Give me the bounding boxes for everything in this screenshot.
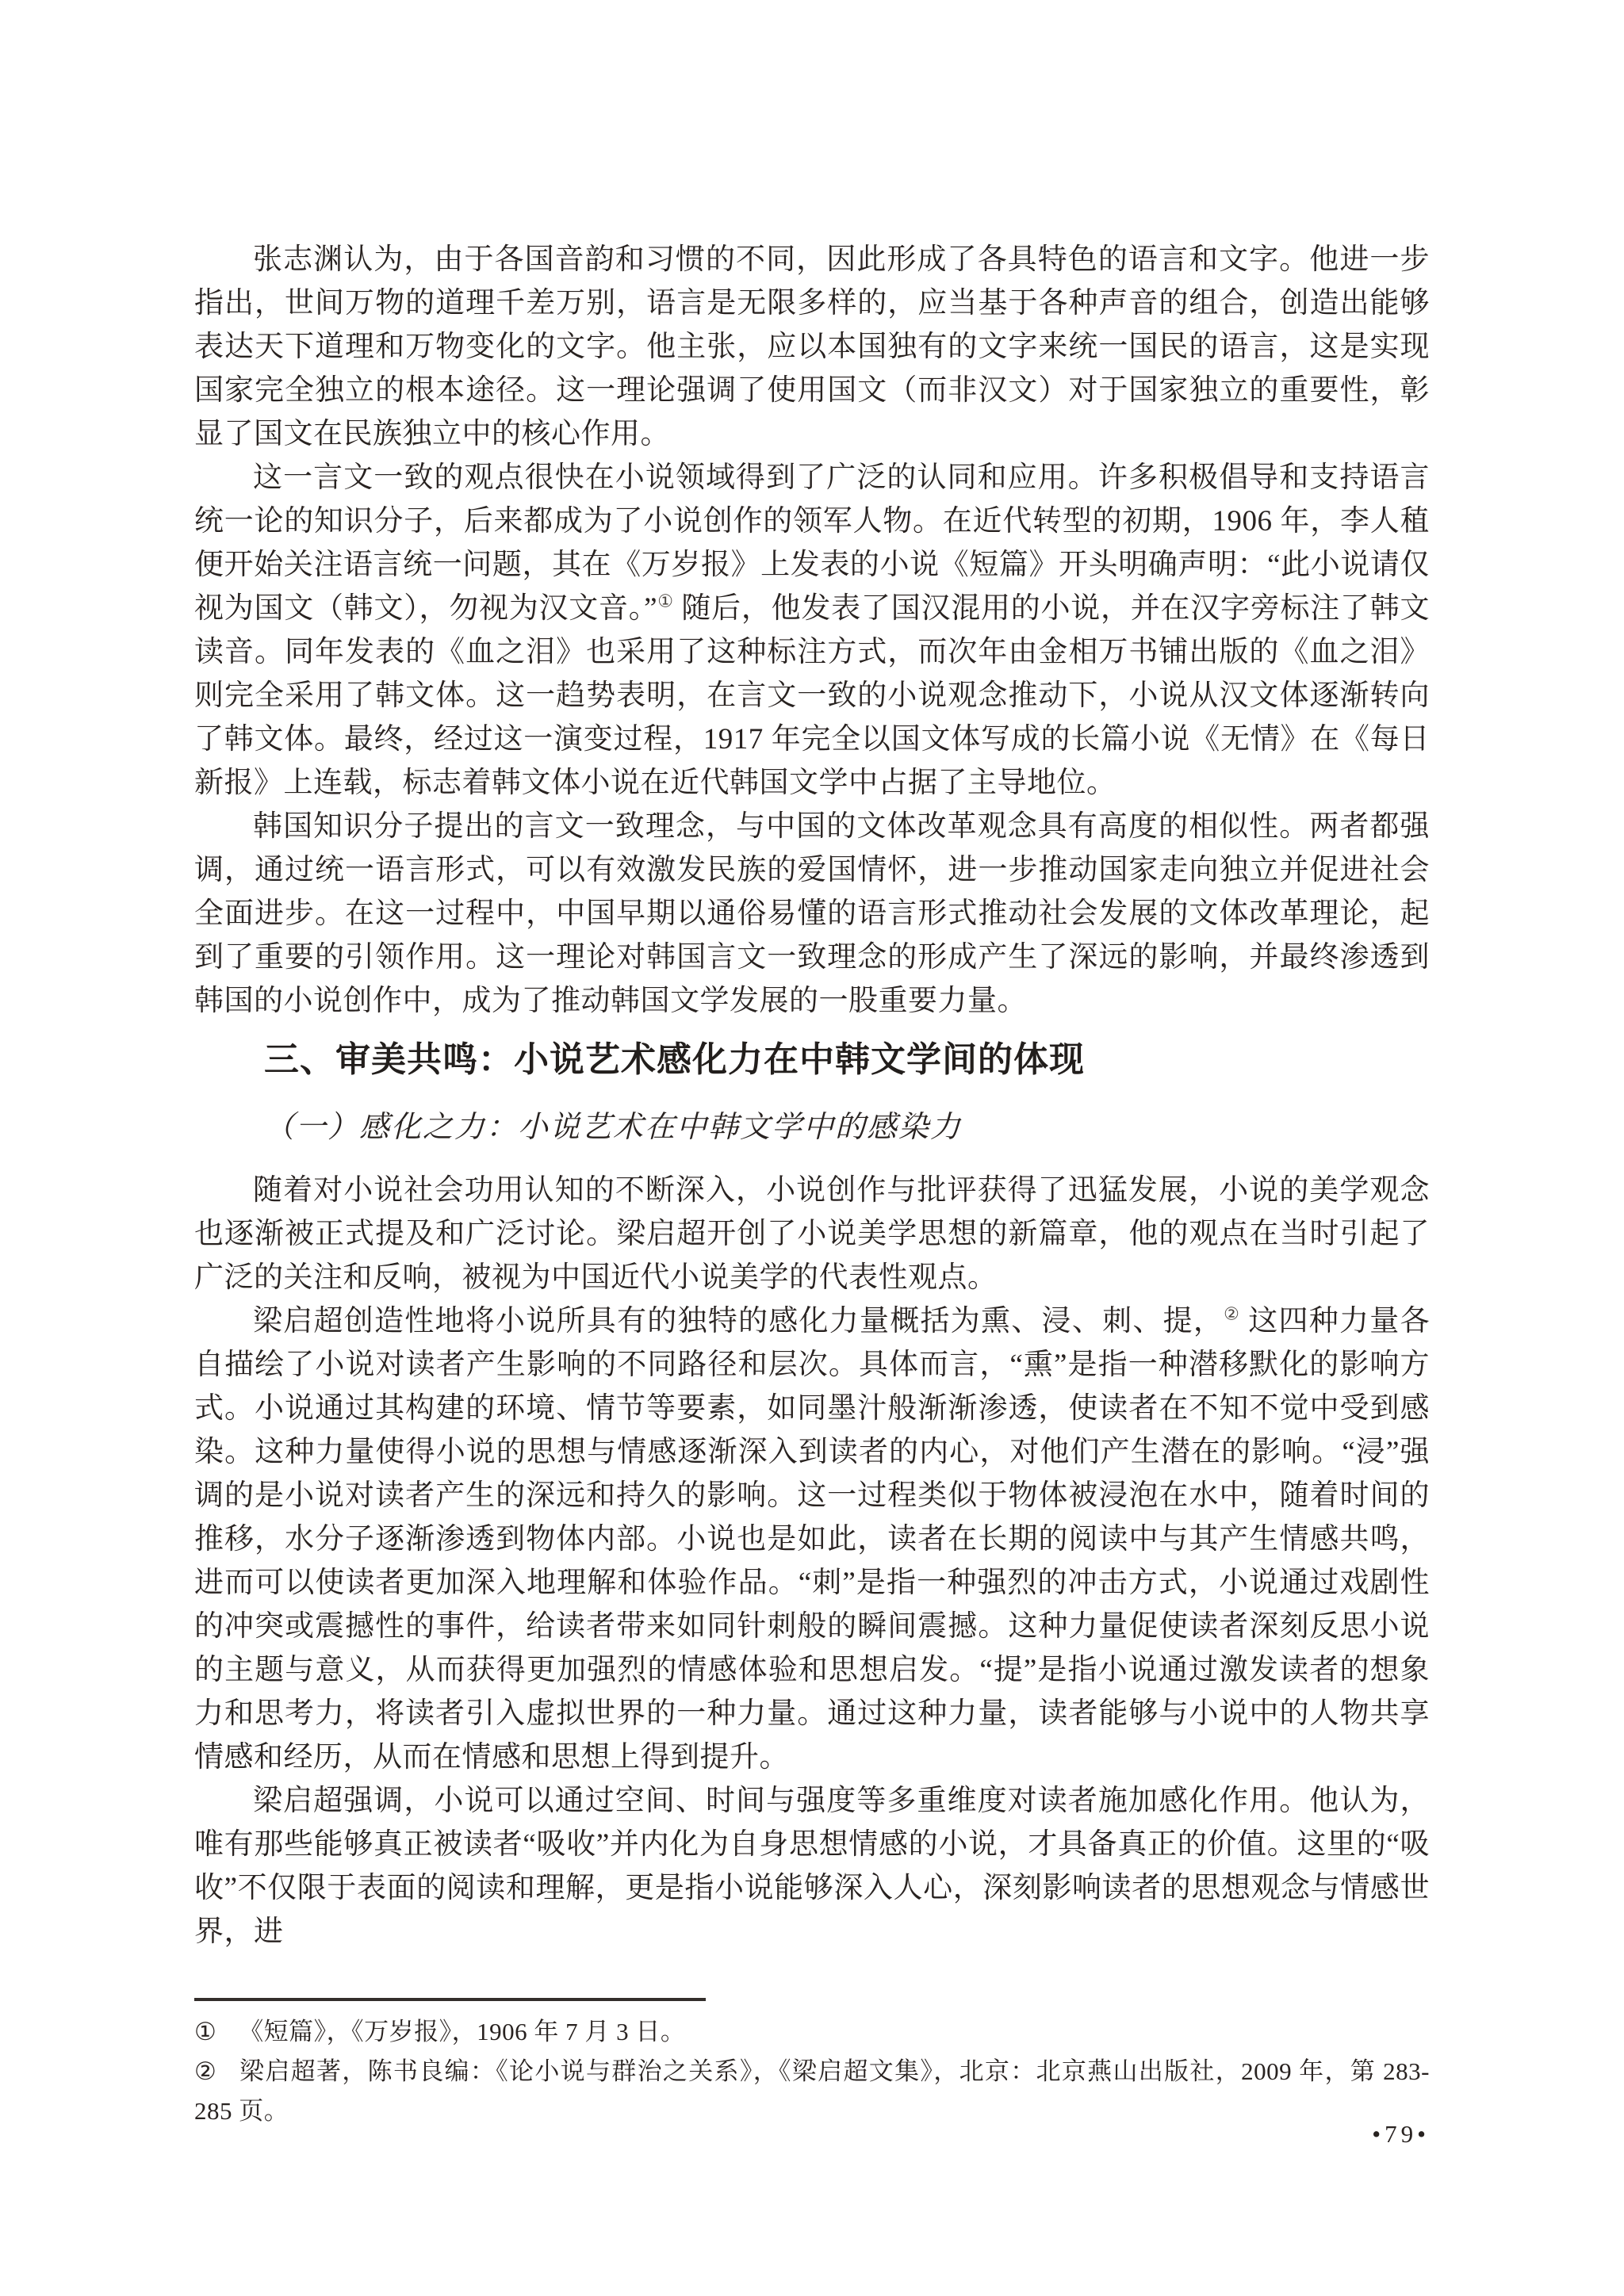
footnote-text: 梁启超著，陈书良编：《论小说与群治之关系》，《梁启超文集》，北京：北京燕山出版社，2009 年，第 283-285 页。 <box>194 2057 1430 2125</box>
footnote-text: 《短篇》，《万岁报》，1906 年 7 月 3 日。 <box>239 2018 686 2045</box>
footnote-separator <box>194 1998 706 2001</box>
footnote-marker: ① <box>194 2018 217 2045</box>
section-heading: 三、审美共鸣：小说艺术感化力在中韩文学间的体现 <box>264 1040 1085 1079</box>
article-body <box>194 238 1430 1954</box>
footnote-item <box>194 2052 1430 2131</box>
footnote-reference: ② <box>1224 1303 1240 1324</box>
body-paragraph: 随着对小说社会功用认知的不断深入，小说创作与批评获得了迅猛发展，小说的美学观念也逐渐被正式提及和广泛讨论。梁启超开创了小说美学思想的新篇章，他的观点在当时引起了广泛的关注和反响，被视为中国近代小说美学的代表性观点。 <box>194 1174 1430 1294</box>
body-paragraph: 梁启超强调，小说可以通过空间、时间与强度等多重维度对读者施加感化作用。他认为，唯有那些能够真正被读者“吸收”并内化为自身思想情感的小说，才具备真正的价值。这里的“吸收”不仅限于表面的阅读和理解，更是指小说能够深入人心，深刻影响读者的思想观念与情感世界，进 <box>194 1785 1430 1948</box>
footnote-reference: ① <box>657 591 674 611</box>
body-paragraph: 这一言文一致的观点很快在小说领域得到了广泛的认同和应用。许多积极倡导和支持语言统一论的知识分子，后来都成为了小说创作的领军人物。在近代转型的初期，1906 年，李人稙便开始关注语言统一问题，其在《万岁报》上发表的小说《短篇》开头明确声明：“此小说请仅视为国文（韩文），勿视为汉文音。”① 随后，他发表了国汉混用的小说，并在汉字旁标注了韩文读音。同年发表的《血之泪》也采用了这种标注方式，而次年由金相万书铺出版的《血之泪》则完全采用了韩文体。这一趋势表明，在言文一致的小说观念推动下，小说从汉文体逐渐转向了韩文体。最终，经过这一演变过程，1917 年完全以国文体写成的长篇小说《无情》在《每日新报》上连载，标志着韩文体小说在近代韩国文学中占据了主导地位。 <box>194 461 1431 799</box>
body-paragraph: 韩国知识分子提出的言文一致理念，与中国的文体改革观念具有高度的相似性。两者都强调，通过统一语言形式，可以有效激发民族的爱国情怀，进一步推动国家走向独立并促进社会全面进步。在这一过程中，中国早期以通俗易懂的语言形式推动社会发展的文体改革理论，起到了重要的引领作用。这一理论对韩国言文一致理念的形成产生了深远的影响，并最终渗透到韩国的小说创作中，成为了推动韩国文学发展的一股重要力量。 <box>194 810 1430 1017</box>
footnote-item <box>194 2012 1430 2052</box>
page-number: •79• <box>1372 2120 1430 2148</box>
body-paragraph: 梁启超创造性地将小说所具有的独特的感化力量概括为熏、浸、刺、提，② 这四种力量各自描绘了小说对读者产生影响的不同路径和层次。具体而言，“熏”是指一种潜移默化的影响方式。小说通过其构建的环境、情节等要素，如同墨汁般渐渐渗透，使读者在不知不觉中受到感染。这种力量使得小说的思想与情感逐渐深入到读者的内心，对他们产生潜在的影响。“浸”强调的是小说对读者产生的深远和持久的影响。这一过程类似于物体被浸泡在水中，随着时间的推移，水分子逐渐渗透到物体内部。小说也是如此，读者在长期的阅读中与其产生情感共鸣，进而可以使读者更加深入地理解和体验作品。“刺”是指一种强烈的冲击方式，小说通过戏剧性的冲突或震撼性的事件，给读者带来如同针刺般的瞬间震撼。这种力量促使读者深刻反思小说的主题与意义，从而获得更加强烈的情感体验和思想启发。“提”是指小说通过激发读者的想象力和思考力，将读者引入虚拟世界的一种力量。通过这种力量，读者能够与小说中的人物共享情感和经历，从而在情感和思想上得到提升。 <box>194 1303 1430 1774</box>
body-paragraph: 张志渊认为，由于各国音韵和习惯的不同，因此形成了各具特色的语言和文字。他进一步指出，世间万物的道理千差万别，语言是无限多样的，应当基于各种声音的组合，创造出能够表达天下道理和万物变化的文字。他主张，应以本国独有的文字来统一国民的语言，这是实现国家完全独立的根本途径。这一理论强调了使用国文（而非汉文）对于国家独立的重要性，彰显了国文在民族独立中的核心作用。 <box>194 243 1430 450</box>
footnotes-list <box>194 2012 1430 2131</box>
article-content <box>194 238 1430 2131</box>
footnote-marker: ② <box>194 2057 217 2085</box>
subsection-heading: （一）感化之力：小说艺术在中韩文学中的感染力 <box>264 1111 963 1144</box>
